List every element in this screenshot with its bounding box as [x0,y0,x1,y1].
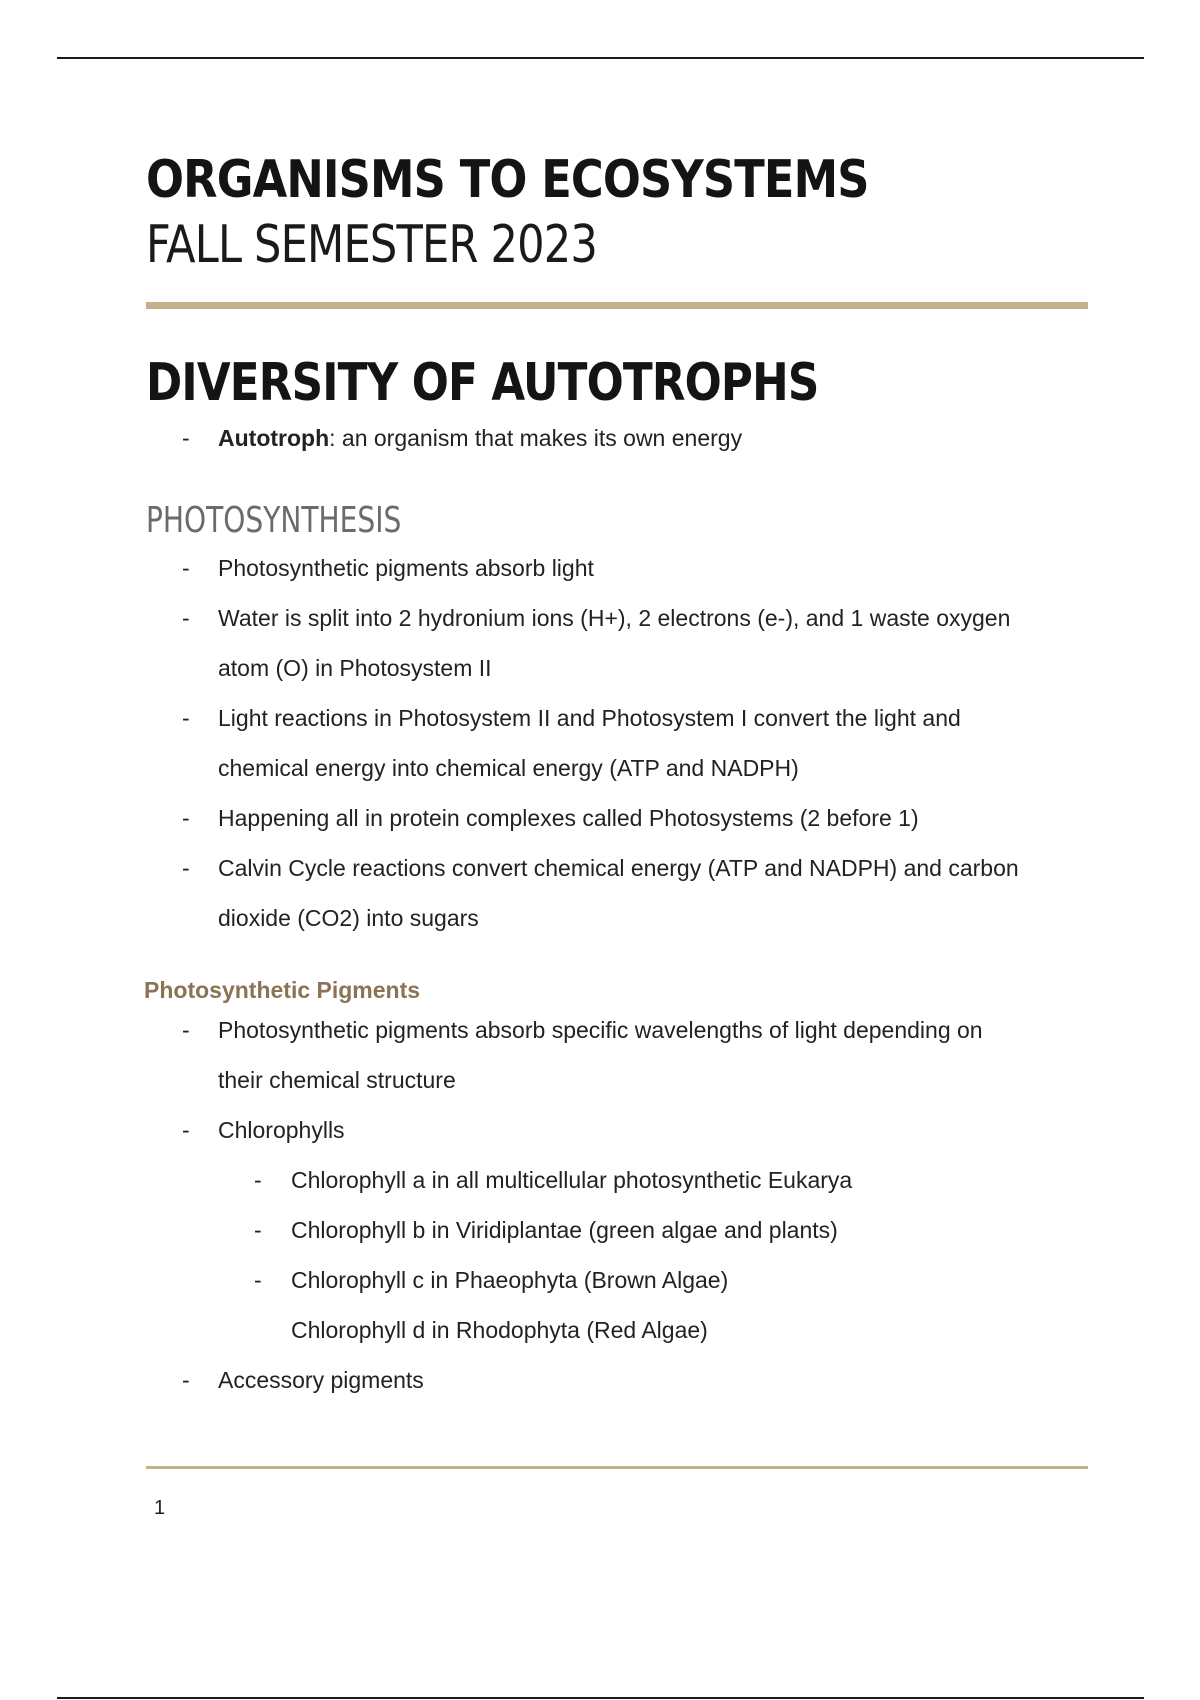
item-text: Chlorophylls [218,1117,345,1143]
list-item [146,1105,1088,1155]
pigments-list [146,1005,1088,1155]
list-item [146,693,1088,743]
list-item-continuation [146,643,1088,693]
list-item [146,593,1088,643]
dash-bullet: - [182,1367,190,1393]
list-item [146,793,1088,843]
sublist-item [146,1155,1088,1205]
item-text: atom (O) in Photosystem II [218,655,492,681]
list-item [146,1005,1088,1055]
item-text: Photosynthetic pigments absorb light [218,555,594,581]
pigments-heading: Photosynthetic Pigments [144,977,421,1003]
item-text: Light reactions in Photosystem II and Photosystem I convert the light and [218,705,961,731]
item-text: dioxide (CO2) into sugars [218,905,479,931]
sublist-item [146,1205,1088,1255]
title-divider [146,302,1088,309]
item-text: Happening all in protein complexes called Photosystems (2 before 1) [218,805,919,831]
list-item [146,543,1088,593]
dash-bullet: - [182,1017,190,1043]
item-text: Chlorophyll a in all multicellular photosynthetic Eukarya [291,1167,853,1193]
sublist-item-continuation [146,1305,1088,1355]
definition-term: Autotroph [218,425,330,451]
dash-bullet: - [254,1267,262,1293]
item-text: Accessory pigments [218,1367,424,1393]
sublist-item [146,1255,1088,1305]
list-item [146,843,1088,893]
item-text: chemical energy into chemical energy (ATP and NADPH) [218,755,799,781]
dash-bullet: - [182,555,190,581]
photosynthesis-heading: PHOTOSYNTHESIS [146,500,402,541]
dash-bullet: - [182,705,190,731]
item-text: Chlorophyll b in Viridiplantae (green algae and plants) [291,1217,838,1243]
page-content [146,148,1088,1405]
list-item [146,413,1088,463]
page-number: 1 [154,1497,166,1519]
dash-bullet: - [182,805,190,831]
item-text: Calvin Cycle reactions convert chemical energy (ATP and NADPH) and carbon [218,855,1019,881]
pigments-list-continued [146,1355,1088,1405]
item-text: Water is split into 2 hydronium ions (H+), 2 electrons (e-), and 1 waste oxygen [218,605,1011,631]
item-text: their chemical structure [218,1067,456,1093]
top-border-line [57,57,1144,59]
chlorophyll-sublist [146,1155,1088,1355]
list-item-continuation [146,1055,1088,1105]
definition-text: : an organism that makes its own energy [329,425,743,451]
list-item [146,1355,1088,1405]
bottom-border-line [57,1697,1144,1699]
item-text: Chlorophyll c in Phaeophyta (Brown Algae) [291,1267,729,1293]
photosynthesis-list [146,543,1088,943]
footer-divider [146,1466,1088,1469]
dash-bullet: - [182,1117,190,1143]
dash-bullet: - [182,605,190,631]
list-item-continuation [146,893,1088,943]
definition-list [146,413,1088,463]
list-item-continuation [146,743,1088,793]
section-title: DIVERSITY OF AUTOTROPHS [146,353,819,413]
dash-bullet: - [254,1217,262,1243]
course-title: ORGANISMS TO ECOSYSTEMS [146,150,869,210]
semester-subtitle: FALL SEMESTER 2023 [146,215,598,275]
item-text: Photosynthetic pigments absorb specific wavelengths of light depending on [218,1017,983,1043]
dash-bullet: - [254,1167,262,1193]
dash-bullet: - [182,855,190,881]
item-text: Chlorophyll d in Rhodophyta (Red Algae) [291,1317,708,1343]
dash-bullet: - [182,425,190,451]
